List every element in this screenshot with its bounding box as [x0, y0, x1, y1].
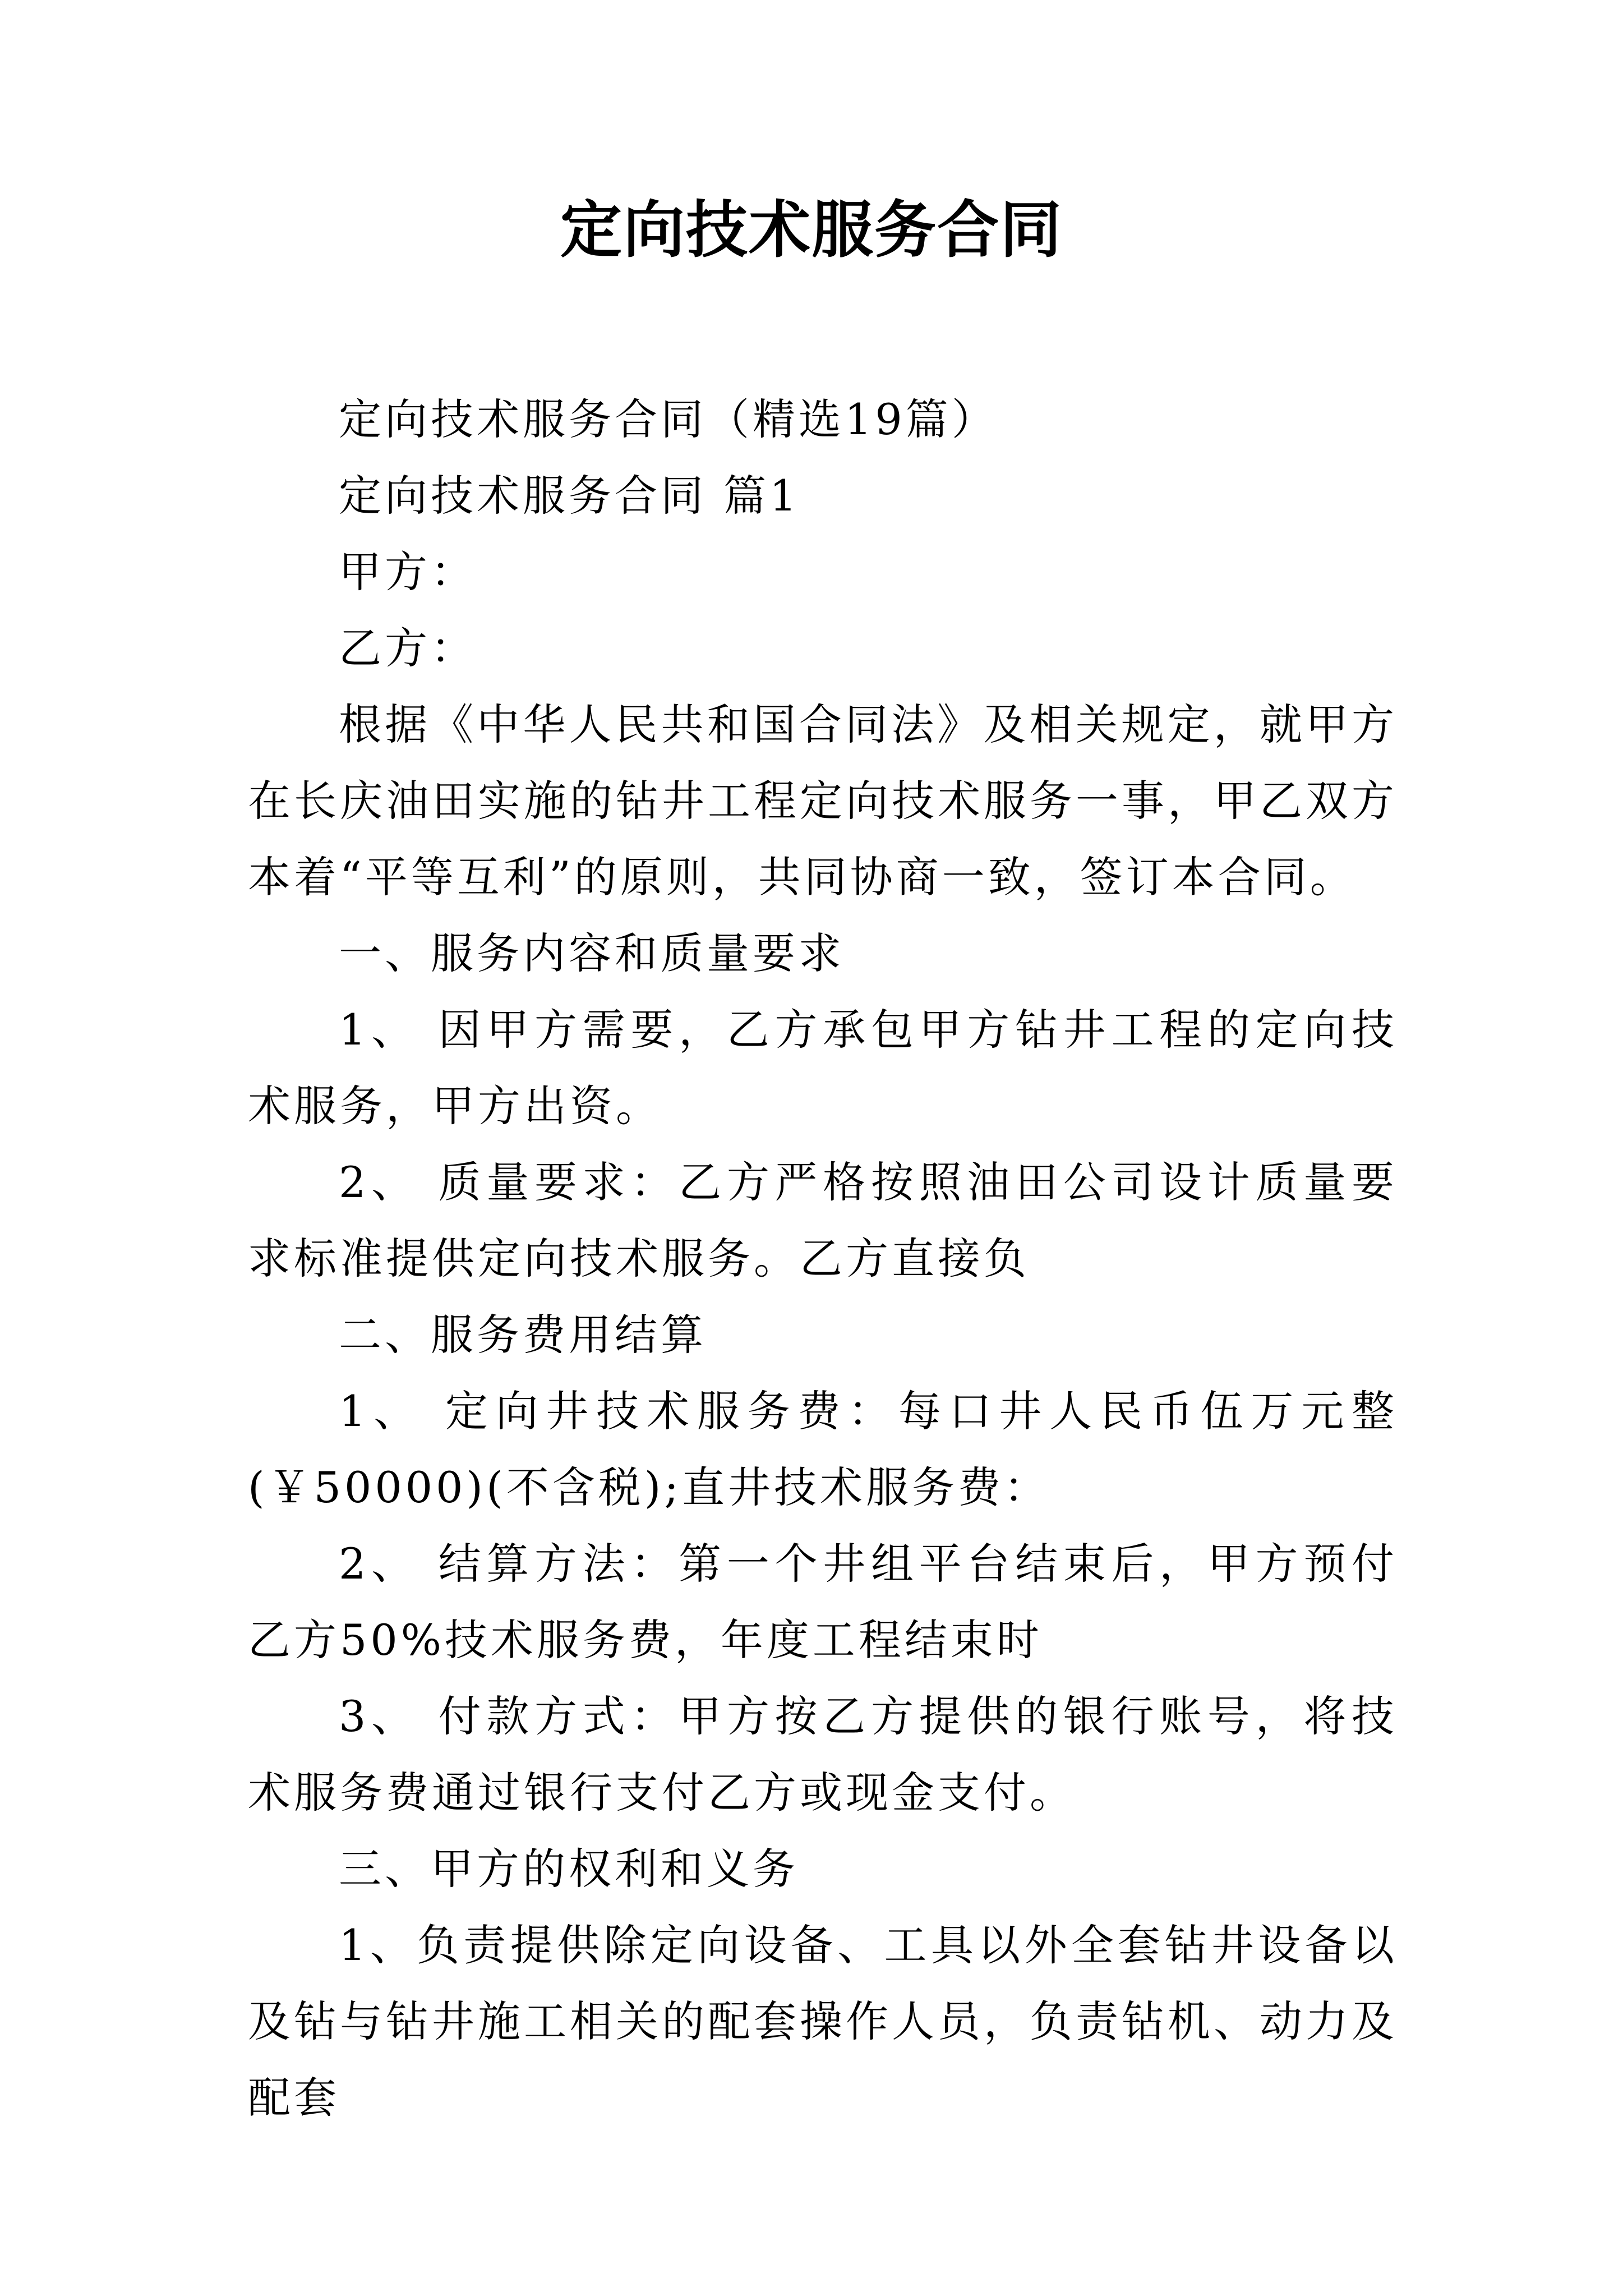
- document-title: 定向技术服务合同: [560, 194, 1063, 266]
- paragraph-clause-1-2: 2、 质量要求：乙方严格按照油田公司设计质量要求标准提供定向技术服务。乙方直接负: [248, 1157, 1398, 1283]
- paragraph-heading-1: 一、服务内容和质量要求: [339, 928, 845, 978]
- paragraph-party-b: 乙方：: [339, 623, 477, 673]
- paragraph-preamble: 根据《中华人民共和国合同法》及相关规定，就甲方在长庆油田实施的钻井工程定向技术服务一事，甲乙双方本着“平等互利”的原则，共同协商一致，签订本合同。: [248, 700, 1398, 902]
- paragraph-clause-2-3: 3、 付款方式：甲方按乙方提供的银行账号，将技术服务费通过银行支付乙方或现金支付。: [248, 1691, 1398, 1818]
- paragraph-clause-1-1: 1、 因甲方需要，乙方承包甲方钻井工程的定向技术服务，甲方出资。: [248, 1005, 1398, 1131]
- paragraph-clause-3-1: 1、负责提供除定向设备、工具以外全套钻井设备以及钻与钻井施工相关的配套操作人员，负责钻机、动力及配套: [248, 1920, 1398, 2123]
- paragraph-heading-2: 二、服务费用结算: [339, 1310, 707, 1360]
- paragraph-heading-3: 三、甲方的权利和义务: [339, 1844, 799, 1894]
- paragraph-section-heading: 定向技术服务合同 篇1: [339, 471, 800, 521]
- document-body: [248, 381, 1398, 2136]
- paragraph-clause-2-2: 2、 结算方法：第一个井组平台结束后，甲方预付乙方50%技术服务费，年度工程结束时: [248, 1539, 1398, 1665]
- paragraph-subtitle: 定向技术服务合同（精选19篇）: [339, 394, 998, 444]
- paragraph-party-a: 甲方：: [339, 547, 477, 597]
- paragraph-clause-2-1: 1、 定向井技术服务费：每口井人民币伍万元整(￥50000)(不含税);直井技术服务费：: [248, 1386, 1398, 1512]
